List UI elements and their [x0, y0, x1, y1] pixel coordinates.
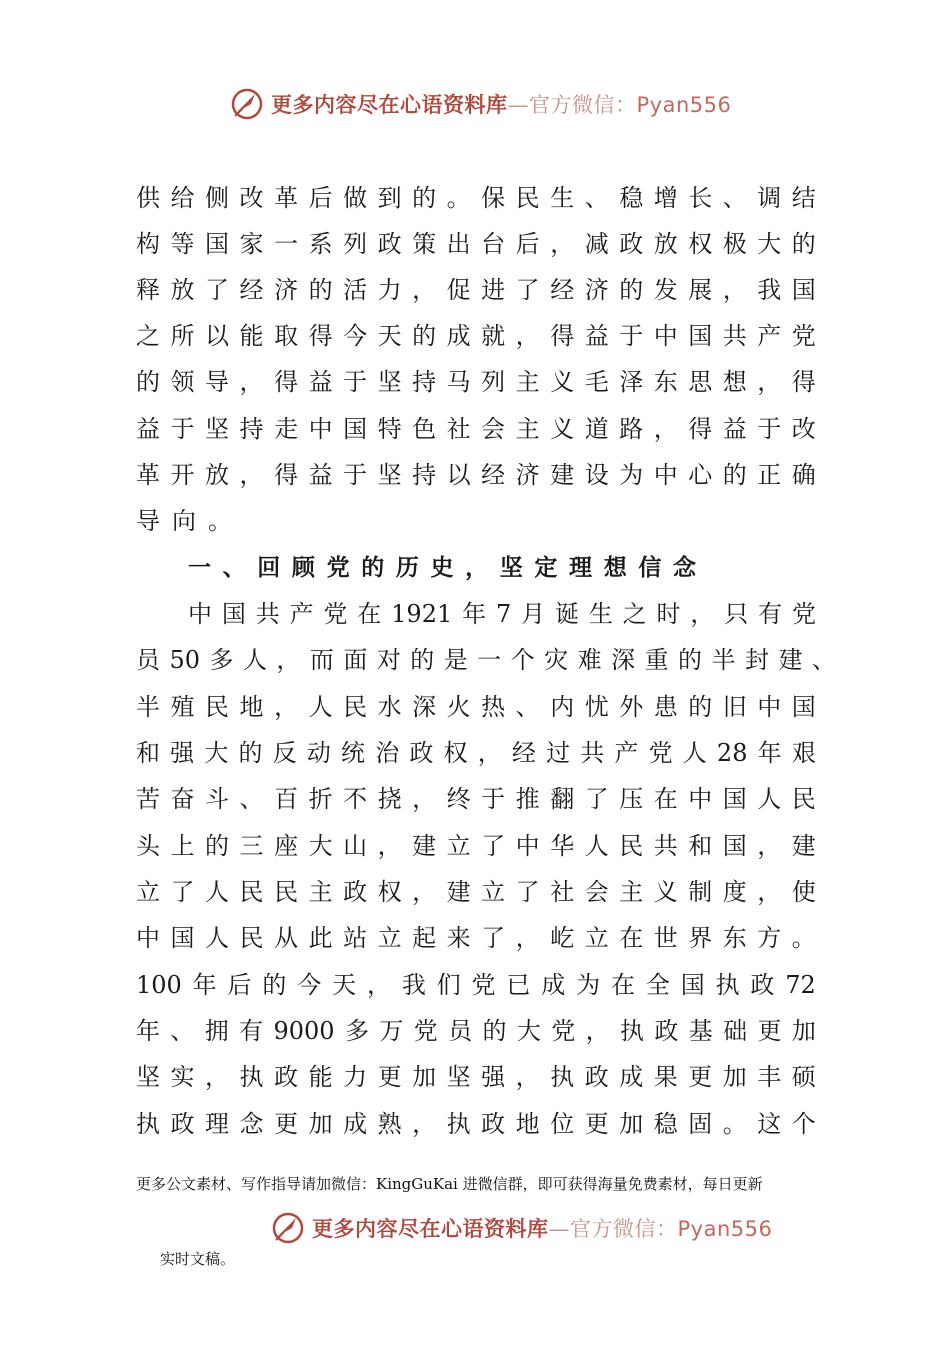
footer-tail: 实时文稿。: [160, 1250, 236, 1268]
body-line: 中 国 人 民 从 此 站 立 起 来 了 ， 屹 立 在 世 界 东 方 。: [136, 924, 816, 952]
body-line: 的 领 导 ， 得 益 于 坚 持 马 列 主 义 毛 泽 东 思 想 ， 得: [136, 368, 816, 396]
watermark-wechat-label: 官方微信：: [529, 93, 637, 117]
quill-logo-icon: [270, 1210, 306, 1246]
watermark-header: [229, 86, 731, 122]
body-line: 苦 奋 斗 、 百 折 不 挠 ， 终 于 推 翻 了 压 在 中 国 人 民: [136, 785, 816, 813]
watermark-brand: 更多内容尽在心语资料库: [312, 1216, 549, 1241]
watermark-dash: —: [548, 1217, 570, 1241]
body-line: 释 放 了 经 济 的 活 力 ， 促 进 了 经 济 的 发 展 ， 我 国: [136, 276, 816, 304]
watermark-wechat-label: 官方微信：: [570, 1217, 678, 1241]
watermark-footer: [270, 1210, 772, 1246]
body-line-first: 中 国 共 产 党 在 1921 年 7 月 诞 生 之 时 ， 只 有 党: [188, 600, 816, 628]
watermark-text: [271, 89, 731, 119]
body-line: 员 50 多 人 ， 而 面 对 的 是 一 个 灾 难 深 重 的 半 封 建 、: [136, 646, 836, 674]
body-line: 之 所 以 能 取 得 今 天 的 成 就 ， 得 益 于 中 国 共 产 党: [136, 322, 816, 350]
body-line: 年 、 拥 有 9000 多 万 党 员 的 大 党 ， 执 政 基 础 更 加: [136, 1017, 816, 1045]
watermark-brand: 更多内容尽在心语资料库: [271, 92, 508, 117]
watermark-text: [312, 1213, 772, 1243]
quill-logo-icon: [229, 86, 265, 122]
body-line-tail: 导向。: [136, 507, 244, 535]
body-line: 构 等 国 家 一 系 列 政 策 出 台 后 ， 减 政 放 权 极 大 的: [136, 230, 816, 258]
body-line: 坚 实 ， 执 政 能 力 更 加 坚 强 ， 执 政 成 果 更 加 丰 硕: [136, 1063, 816, 1091]
body-line: 100 年 后 的 今 天 ， 我 们 党 已 成 为 在 全 国 执 政 72: [136, 971, 816, 999]
body-line: 执 政 理 念 更 加 成 熟 ， 执 政 地 位 更 加 稳 固 。 这 个: [136, 1110, 816, 1138]
watermark-dash: —: [507, 93, 529, 117]
footer-note: 更多公文素材、写作指导请加微信：KingGuKai 进微信群，即可获得海量免费素材，每日更新: [136, 1175, 763, 1193]
body-line: 革 开 放 ， 得 益 于 坚 持 以 经 济 建 设 为 中 心 的 正 确: [136, 461, 816, 489]
body-line: 半 殖 民 地 ， 人 民 水 深 火 热 、 内 忧 外 患 的 旧 中 国: [136, 693, 816, 721]
watermark-wechat-id: Pyan556: [677, 1217, 773, 1241]
body-line: 头 上 的 三 座 大 山 ， 建 立 了 中 华 人 民 共 和 国 ， 建: [136, 832, 816, 860]
body-line: 供 给 侧 改 革 后 做 到 的 。 保 民 生 、 稳 增 长 、 调 结: [136, 184, 816, 212]
body-line: 和 强 大 的 反 动 统 治 政 权 ， 经 过 共 产 党 人 28 年 艰: [136, 739, 816, 767]
body-line: 立 了 人 民 民 主 政 权 ， 建 立 了 社 会 主 义 制 度 ， 使: [136, 878, 816, 906]
section-heading: 一 、 回 顾 党 的 历 史 ， 坚 定 理 想 信 念: [188, 555, 696, 581]
body-line: 益 于 坚 持 走 中 国 特 色 社 会 主 义 道 路 ， 得 益 于 改: [136, 415, 816, 443]
watermark-wechat-id: Pyan556: [636, 93, 732, 117]
